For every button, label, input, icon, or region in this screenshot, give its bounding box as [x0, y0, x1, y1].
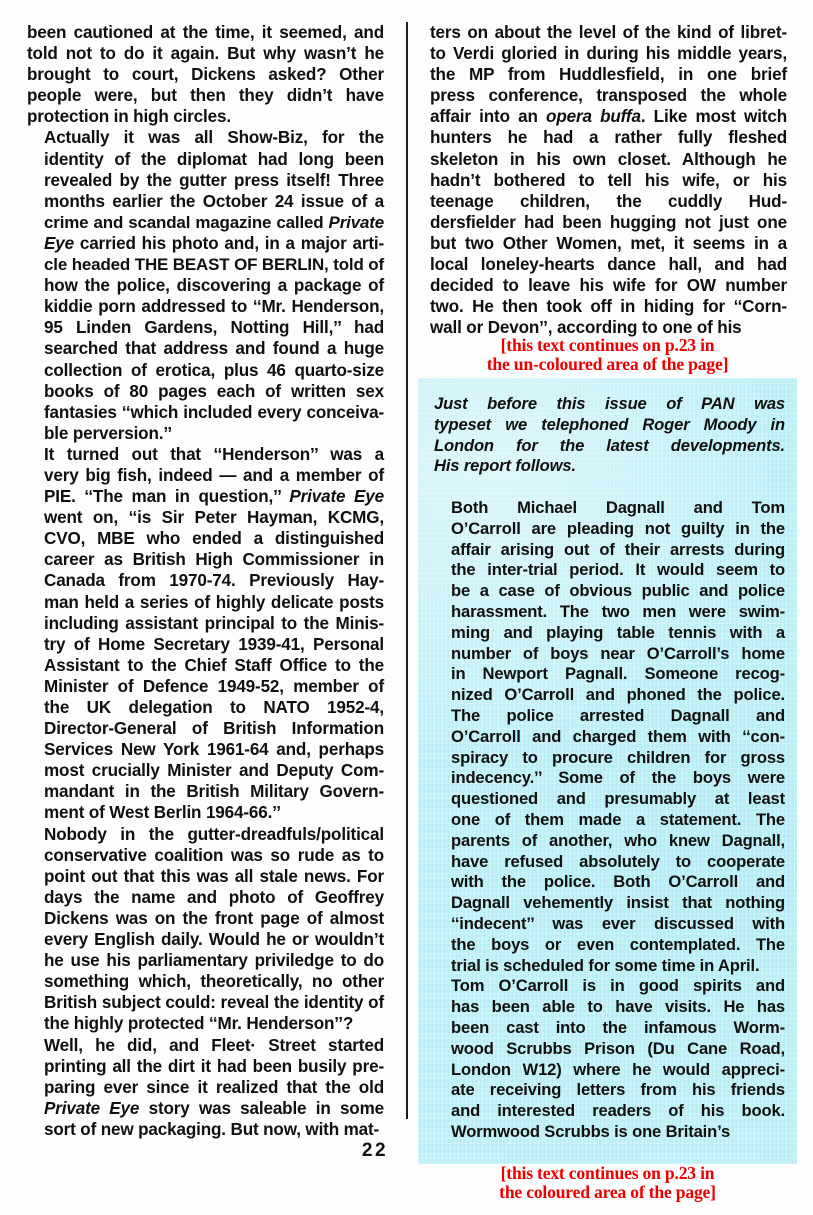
text-line: harassment. The two men were swim-: [451, 601, 785, 621]
text-line: indecency.’’ Some of the boys were: [451, 768, 785, 788]
text-line: ment of West Berlin 1964-66.’’: [44, 803, 281, 823]
text-line: parents of another, who knew Dagnall,: [451, 830, 785, 850]
text-line: questioned and presumably at least: [451, 789, 785, 809]
text-line: be a case of obvious public and police: [451, 581, 785, 601]
text-line: Wormwood Scrubbs is one Britain’s: [451, 1121, 731, 1141]
continuation-note-bottom-line2: the coloured area of the page]: [499, 1181, 716, 1202]
text-line: printing all the dirt it had been busily pre-: [44, 1056, 384, 1076]
paragraph: [27, 1035, 384, 1140]
continuation-note-bottom: [418, 1164, 797, 1201]
text-line: Dagnall vehemently insist that nothing: [451, 893, 785, 913]
text-line: career as British High Commissioner in: [44, 550, 384, 570]
text-line: with the police. Both O’Carroll and: [451, 872, 785, 892]
text-line: trial is scheduled for some time in April.: [451, 955, 760, 975]
text-line: cle headed THE BEAST OF BERLIN, told of: [44, 255, 384, 275]
text-line: including assistant principal to the Minis-: [44, 613, 384, 633]
text-line: brought to court, Dickens asked? Other: [27, 65, 384, 85]
coloured-panel-text: [434, 394, 785, 1143]
text-line: people were, but then they didn’t have: [27, 86, 384, 106]
text-line: have refused absolutely to cooperate: [451, 851, 785, 871]
text-line: been cast into the infamous Worm-: [451, 1017, 785, 1037]
text-line: identity of the diplomat had long been: [44, 149, 384, 169]
text-line: spiracy to procure children for gross: [451, 747, 785, 767]
text-line: days the name and photo of Geoffrey: [44, 887, 384, 907]
text-line: wall or Devon’’, according to one of his: [430, 318, 742, 338]
text-line: try of Home Secretary 1939-41, Personal: [44, 634, 384, 654]
text-line: 95 Linden Gardens, Notting Hill,’’ had: [44, 318, 384, 338]
text-line: affair into an opera buffa. Like most witch: [430, 107, 787, 127]
text-line: books of 80 pages each of written sex: [44, 381, 384, 401]
text-line: collection of erotica, plus 46 quarto-size: [44, 360, 384, 380]
page-number: 22: [361, 1140, 389, 1161]
text-line: the inter-trial period. It would seem to: [451, 560, 785, 580]
text-line: ble perversion.’’: [44, 423, 172, 443]
paragraph: [27, 127, 384, 443]
text-line: British subject could: reveal the identity of: [44, 993, 384, 1013]
text-line: Tom O’Carroll is in good spirits and: [451, 976, 785, 996]
continuation-note-top: [418, 336, 797, 373]
text-line: point out that this was all stale news. For: [44, 866, 384, 886]
right-text-column-top: [430, 22, 787, 338]
text-line: mandant in the British Military Govern-: [44, 782, 384, 802]
continuation-note-bottom-line1: [this text continues on p.23 in: [500, 1163, 715, 1183]
panel-intro-note: [434, 394, 785, 477]
text-line: something which, theoretically, no other: [44, 972, 384, 992]
column-divider-rule: [406, 22, 408, 1119]
text-line: Eye carried his photo and, in a major arti-: [44, 233, 384, 253]
text-line: hadn’t bothered to tell his wife, or his: [430, 170, 787, 190]
text-line: been cautioned at the time, it seemed, and: [27, 23, 384, 42]
text-line: Director-General of British Information: [44, 719, 384, 739]
text-line: ming and playing table tennis with a: [451, 622, 785, 642]
text-line: It turned out that ‘‘Henderson’’ was a: [44, 444, 384, 464]
text-line: local loneley-hearts dance hall, and had: [430, 255, 787, 275]
text-line: Actually it was all Show-Biz, for the: [44, 128, 384, 148]
text-line: affair arising out of their arrests during: [451, 539, 785, 559]
text-line: skeleton in his own closet. Although he: [430, 149, 787, 169]
text-line: PIE. ‘‘The man in question,’’ Private Eye: [44, 487, 385, 507]
text-line: every English daily. Would he or wouldn’t: [44, 930, 384, 950]
paragraph: [27, 22, 384, 127]
text-line: paring ever since it realized that the old: [44, 1077, 384, 1097]
text-line: and interested readers of his book.: [451, 1101, 785, 1121]
text-line: Just before this issue of PAN was: [434, 394, 785, 413]
paragraph: [434, 498, 785, 976]
text-line: man held a series of highly delicate posts: [44, 592, 384, 612]
text-line: O’Carroll and charged them with ‘‘con-: [451, 726, 785, 746]
text-line: in Newport Pagnall. Someone recog-: [451, 664, 785, 684]
text-line: to Verdi gloried in during his middle years,: [430, 44, 787, 64]
text-line: very big fish, indeed — and a member of: [44, 465, 384, 485]
text-line: two. He then took off in hiding for ‘‘Corn-: [430, 297, 787, 317]
paragraph: [27, 824, 384, 1035]
text-line: ‘‘indecent’’ was ever discussed with: [451, 913, 785, 933]
text-line: but two Other Women, met, it seems in a: [430, 233, 787, 253]
text-line: London W12) where he would appreci-: [451, 1059, 785, 1079]
text-line: typeset we telephoned Roger Moody in: [434, 414, 785, 434]
text-line: Services New York 1961-64 and, perhaps: [44, 740, 384, 760]
text-line: wood Scrubbs Prison (Du Cane Road,: [451, 1038, 785, 1058]
text-line: the highly protected ‘‘Mr. Henderson’’?: [44, 1014, 354, 1034]
text-line: conservative coalition was so rude as to: [44, 845, 384, 865]
text-line: he use his parliamentary priviledge to do: [44, 951, 384, 971]
text-line: has been able to have visits. He has: [451, 997, 785, 1017]
paragraph: [430, 22, 787, 338]
text-line: ters on about the level of the kind of libret-: [430, 23, 787, 42]
continuation-note-top-line2: the un-coloured area of the page]: [486, 353, 729, 374]
text-line: dersfielder had been hugging not just one: [430, 212, 787, 232]
text-line: Canada from 1970-74. Previously Hay-: [44, 571, 384, 591]
text-line: how the police, discovering a package of: [44, 276, 384, 296]
text-line: hunters he had a rather fully fleshed: [430, 128, 787, 148]
text-line: teenage children, the cuddly Hud-: [430, 191, 787, 211]
text-line: searched that address and found a huge: [44, 339, 384, 359]
text-line: months earlier the October 24 issue of a: [44, 191, 384, 211]
text-line: one of them made a statement. The: [451, 809, 785, 829]
text-line: the UK delegation to NATO 1952-4,: [44, 698, 384, 717]
continuation-note-top-line1: [this text continues on p.23 in: [500, 335, 715, 355]
text-line: press conference, transposed the whole: [430, 86, 787, 106]
text-line: decided to leave his wife for OW number: [430, 276, 787, 296]
text-line: Dickens was on the front page of almost: [44, 908, 384, 928]
text-line: Both Michael Dagnall and Tom: [451, 497, 785, 517]
text-line: revealed by the gutter press itself! Three: [44, 170, 384, 190]
text-line: most crucially Minister and Deputy Com-: [44, 761, 384, 781]
text-line: His report follows.: [434, 456, 576, 476]
text-line: nized O’Carroll and phoned the police.: [451, 685, 785, 705]
text-line: crime and scandal magazine called Private: [44, 212, 384, 232]
paragraph: [434, 976, 785, 1142]
text-line: went on, ‘‘is Sir Peter Hayman, KCMG,: [44, 508, 384, 528]
text-line: Well, he did, and Fleet· Street started: [44, 1035, 384, 1055]
text-line: ate receiving letters from his friends: [451, 1080, 785, 1100]
text-line: O’Carroll are pleading not guilty in the: [451, 518, 785, 538]
text-line: the MP from Huddlesfield, in one brief: [430, 65, 787, 85]
text-line: protection in high circles.: [27, 107, 231, 127]
text-line: CVO, MBE who ended a distinguished: [44, 529, 384, 549]
text-line: Minister of Defence 1949-52, member of: [44, 676, 384, 696]
left-text-column: [27, 22, 384, 1140]
text-line: Nobody in the gutter-dreadfuls/political: [44, 824, 384, 844]
text-line: the boys or even contemplated. The: [451, 934, 785, 954]
text-line: told not to do it again. But why wasn’t he: [27, 44, 384, 64]
text-line: London for the latest developments.: [434, 435, 785, 455]
text-line: kiddie porn addressed to ‘‘Mr. Henderson,: [44, 297, 384, 317]
text-line: fantasies ‘‘which included every conceiva-: [44, 402, 384, 422]
text-line: number of boys near O’Carroll’s home: [451, 643, 785, 663]
text-line: Assistant to the Chief Staff Office to the: [44, 655, 384, 675]
text-line: sort of new packaging. But now, with mat-: [44, 1119, 380, 1139]
text-line: The police arrested Dagnall and: [451, 705, 785, 725]
text-line: Private Eye story was saleable in some: [44, 1098, 385, 1118]
paragraph: [27, 444, 384, 824]
